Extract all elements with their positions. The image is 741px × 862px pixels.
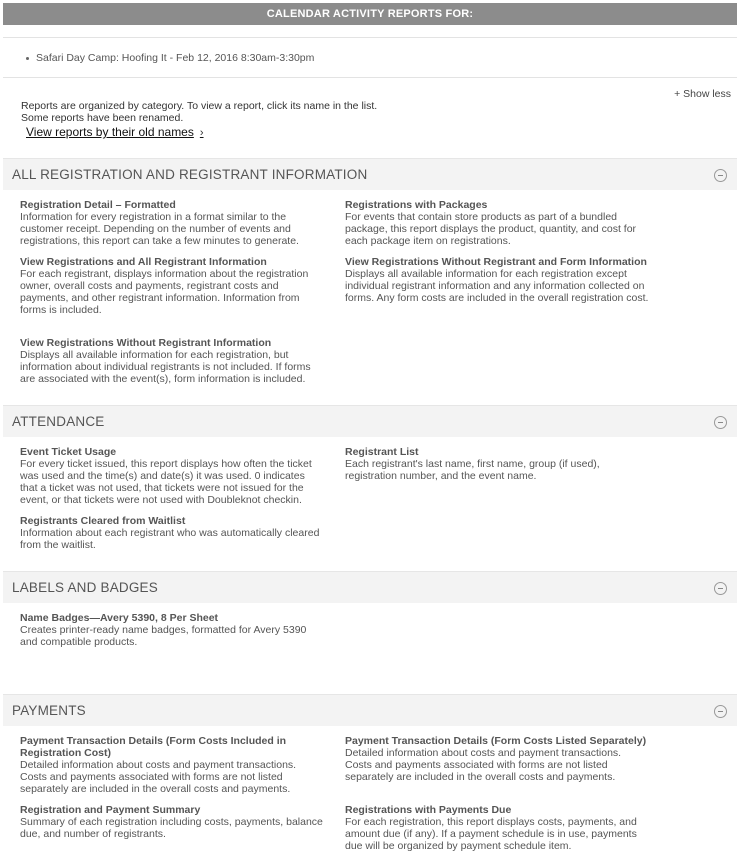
collapse-icon[interactable]	[714, 582, 727, 595]
report-item[interactable]	[345, 735, 650, 783]
intro-line-2: Some reports have been renamed.	[21, 112, 184, 124]
report-description: For each registration, this report displays costs, payments, and amount due (if any). If a payment schedule is in use, payments due will be organized by payment schedule item.	[345, 816, 637, 852]
section-title: LABELS AND BADGES	[12, 580, 158, 595]
collapse-icon[interactable]	[714, 169, 727, 182]
report-description: For events that contain store products as part of a bundled package, this report displays the product, quantity, and cost for each package item on registrations.	[345, 211, 637, 247]
chevron-right-icon: ›	[199, 127, 204, 139]
report-description: Displays all available information for each registration except individual registrant information and any information collected on forms. Any form costs are included in the overall registration cost.	[345, 268, 649, 304]
report-name[interactable]: View Registrations Without Registrant Information	[20, 337, 272, 349]
intro-line-1: Reports are organized by category. To view a report, click its name in the list.	[21, 100, 378, 112]
report-name[interactable]: Registrations with Payments Due	[345, 804, 512, 816]
section-title: PAYMENTS	[12, 703, 86, 718]
section-header-registration[interactable]	[3, 158, 737, 190]
report-item[interactable]	[20, 199, 325, 247]
report-name[interactable]: Payment Transaction Details (Form Costs Listed Separately)	[345, 735, 647, 747]
report-item[interactable]	[345, 256, 650, 304]
report-name[interactable]: Registrants Cleared from Waitlist	[20, 515, 186, 527]
collapse-icon[interactable]	[714, 705, 727, 718]
report-name[interactable]: Registration Detail – Formatted	[20, 199, 176, 211]
report-item[interactable]	[20, 515, 325, 551]
report-description: Summary of each registration including costs, payments, balance due, and number of registrants.	[20, 816, 323, 840]
section-title: ATTENDANCE	[12, 414, 105, 429]
report-description: Information about each registrant who was automatically cleared from the waitlist.	[20, 527, 320, 551]
report-description: Creates printer-ready name badges, formatted for Avery 5390 and compatible products.	[20, 624, 307, 648]
report-item[interactable]	[20, 612, 325, 648]
report-description: Detailed information about costs and payment transactions. Costs and payments associated with forms are not listed separately are included in the overall costs and payments.	[345, 747, 622, 783]
report-item[interactable]	[20, 735, 325, 795]
report-name[interactable]: Registrant List	[345, 446, 419, 458]
event-list	[3, 37, 737, 78]
report-name[interactable]: Registrations with Packages	[345, 199, 488, 211]
report-description: Each registrant's last name, first name, group (if used), registration number, and the event name.	[345, 458, 600, 482]
report-name[interactable]: Event Ticket Usage	[20, 446, 117, 458]
report-item[interactable]	[345, 804, 650, 852]
old-names-link-label: View reports by their old names	[26, 125, 194, 139]
report-item[interactable]	[20, 446, 325, 506]
report-item[interactable]	[20, 804, 325, 840]
report-item[interactable]	[345, 446, 650, 482]
report-name[interactable]: Payment Transaction Details (Form Costs Included in Registration Cost)	[20, 735, 287, 759]
report-name[interactable]: View Registrations Without Registrant and Form Information	[345, 256, 647, 268]
report-description: Detailed information about costs and payment transactions. Costs and payments associated with forms are not listed separately are included in the overall costs and payments.	[20, 759, 297, 795]
event-item: Safari Day Camp: Hoofing It - Feb 12, 2016 8:30am-3:30pm	[26, 52, 737, 64]
report-item[interactable]	[20, 256, 325, 316]
report-name[interactable]: View Registrations and All Registrant Information	[20, 256, 267, 268]
section-header-labels[interactable]	[3, 571, 737, 603]
report-name[interactable]: Registration and Payment Summary	[20, 804, 201, 816]
report-description: Displays all available information for each registration, but information about individual registrants is not included. If forms are associated with the event(s), form information is included.	[20, 349, 311, 385]
report-description: Information for every registration in a format similar to the customer receipt. Depending on the number of events and registrations, this report can take a few minutes to generate.	[20, 211, 299, 247]
page-header: CALENDAR ACTIVITY REPORTS FOR:	[3, 3, 737, 25]
report-description: For each registrant, displays information about the registration owner, overall costs and payments, registrant costs and payments, and other registrant information. Information from forms is included.	[20, 268, 309, 316]
section-header-payments[interactable]	[3, 694, 737, 726]
report-item[interactable]	[20, 337, 325, 385]
old-names-link[interactable]	[26, 126, 204, 139]
report-name[interactable]: Name Badges—Avery 5390, 8 Per Sheet	[20, 612, 219, 624]
collapse-icon[interactable]	[714, 416, 727, 429]
section-header-attendance[interactable]	[3, 405, 737, 437]
report-description: For every ticket issued, this report displays how often the ticket was used and the time(s) and date(s) it was used. 0 indicates that a ticket was not used, that tickets were not issued for the event, or that tickets were not used with Doubleknot checkin.	[20, 458, 312, 506]
show-less-link[interactable]: + Show less	[674, 88, 731, 100]
intro-text	[21, 100, 377, 139]
section-title: ALL REGISTRATION AND REGISTRANT INFORMATION	[12, 167, 368, 182]
report-item[interactable]	[345, 199, 650, 247]
